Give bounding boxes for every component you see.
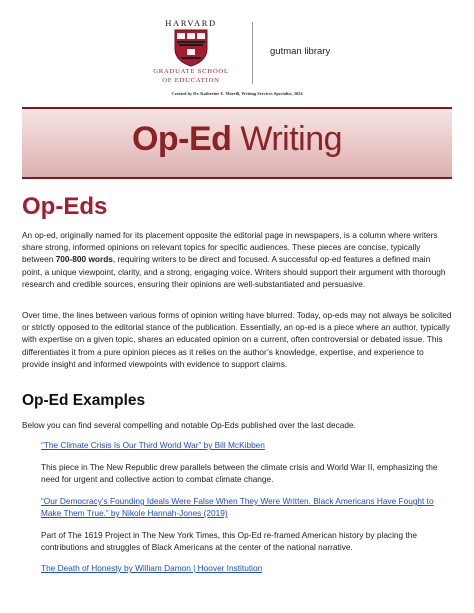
banner-title [22, 119, 452, 159]
harvard-gse-logo [146, 18, 236, 85]
section-heading-examples: Op-Ed Examples [22, 392, 146, 409]
example-link-mckibben[interactable]: “The Climate Crisis Is Our Third World War” by Bill McKibben [41, 440, 265, 450]
example-link-hannah-jones[interactable]: “Our Democracy’s Founding Ideals Were False When They Were Written. Black Americans Have Fought to Make Them True.” by Nikole Hannah-Jones (2019) [41, 496, 434, 519]
library-name: gutman library [270, 46, 331, 57]
banner-title-light: Writing [231, 120, 343, 158]
example-desc-mckibben: This piece in The New Republic drew parallels between the climate crisis and World War II, emphasizing the need for urgent and collective action to combat climate change. [41, 462, 438, 485]
example-desc-hannah-jones: Part of The 1619 Project in The New York Times, this Op-Ed re-framed American history by placing the contributions and struggles of Black Americans at the center of the national narrative. [41, 530, 417, 553]
document-header [0, 0, 474, 105]
banner-title-bold: Op-Ed [131, 120, 232, 158]
logo-school-line-2: OF EDUCATION [162, 77, 220, 84]
title-banner [22, 107, 452, 179]
author-credit: Created by Dr. Katherine E. Morelli, Writing Services Specialist, 2024 [171, 91, 303, 96]
paragraph-definition [22, 229, 452, 290]
paragraph-definition-part-1: An op-ed, originally named for its placement opposite the editorial page in newspapers, is a column where writers share strong, informed opinions on relevant topics for specific audiences. These pieces are concise, typically between [22, 230, 438, 265]
paragraph-definition-part-2: , requiring writers to be direct and focused. A successful op-ed features a defined main point, a unique viewpoint, clarity, and a strong, engaging voice. Writers should support their argument with thorough research and credible sources, ensuring their opinions are well-substantiated and persuasive. [22, 254, 446, 289]
logo-divider [252, 22, 253, 84]
section-heading-op-eds: Op-Eds [22, 193, 108, 220]
examples-intro: Below you can find several compelling and notable Op-Eds published over the last decade. [22, 420, 356, 430]
harvard-shield-icon [174, 29, 208, 67]
word-count-highlight: 700-800 words [55, 254, 113, 265]
example-link-damon[interactable]: The Death of Honesty by William Damon | Hoover Institution [41, 563, 263, 573]
paragraph-evolution: Over time, the lines between various forms of opinion writing have blurred. Today, op-eds may not always be solicited or strictly opposed to the editorial stance of the publication. Essentially, an op-ed is a piece where an author, typically with expertise on a given topic, shares an educated opinion on a current, often controversial or debated issue. This differentiates it from a pure opinion pieces as it relies on the author’s knowledge, expertise, and experience to provide insight and informed viewpoints with evidence to support claims. [22, 310, 452, 369]
logo-school-line-1: GRADUATE SCHOOL [153, 68, 229, 75]
logo-harvard-text: HARVARD [165, 18, 217, 28]
